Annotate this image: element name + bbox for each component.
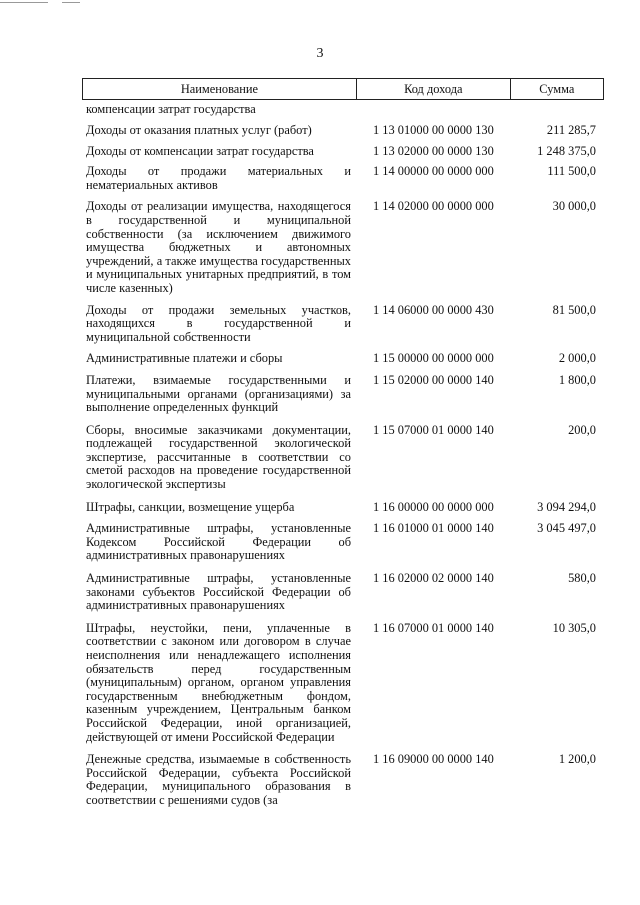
- table-row: [82, 304, 604, 345]
- row-name: Штрафы, неустойки, пени, уплаченные в соответствии с законом или договором в случае неисполнения или ненадлежащего исполнения обязательств перед государственным (муниципальным) органом, органом управления государственным внебюджетным фондом, казенным учреждением, Центральным банком Российской Федерации, иной организацией, действующей от имени Российской Федерации: [86, 620, 351, 744]
- table-row: [82, 165, 604, 192]
- table-body: [82, 124, 604, 808]
- table-row: [82, 424, 604, 492]
- row-code: 1 13 01000 00 0000 130: [373, 123, 494, 137]
- row-name: Доходы от продажи земельных участков, находящихся в государственной и муниципальной собственности: [86, 302, 351, 344]
- table-row: [82, 753, 604, 807]
- row-sum: 10 305,0: [552, 620, 596, 635]
- row-code: 1 16 07000 01 0000 140: [373, 620, 494, 635]
- row-name: Доходы от компенсации затрат государства: [86, 143, 314, 158]
- table-row: [82, 124, 604, 138]
- table-row: [82, 145, 604, 159]
- row-code: 1 15 02000 00 0000 140: [373, 372, 494, 387]
- row-code: 1 15 07000 01 0000 140: [373, 422, 494, 437]
- row-sum: 1 800,0: [558, 372, 596, 387]
- row-sum: 3 094 294,0: [537, 499, 596, 514]
- table-row: [82, 352, 604, 366]
- row-sum: 200,0: [568, 422, 596, 437]
- page-number: 3: [316, 46, 324, 61]
- row-name: Доходы от реализации имущества, находящегося в государственной и муниципальной собственности (за исключением движимого имущества бюджетных и автономных учреждений, а также имущества государственных и муниципальных унитарных предприятий, в том числе казенных): [86, 199, 351, 295]
- row-sum: 30 000,0: [552, 199, 596, 214]
- row-sum: 81 500,0: [552, 302, 596, 317]
- row-code: 1 16 01000 01 0000 140: [373, 521, 494, 536]
- header-sum: Сумма: [539, 81, 575, 96]
- row-sum: 1 200,0: [558, 752, 596, 767]
- row-sum: 2 000,0: [558, 351, 596, 366]
- continuation-text: компенсации затрат государства: [86, 102, 256, 116]
- row-sum: 111 500,0: [547, 164, 596, 179]
- header-code: Код дохода: [357, 79, 511, 99]
- row-code: 1 15 00000 00 0000 000: [373, 351, 494, 366]
- row-name: Сборы, вносимые заказчиками документации, подлежащей государственной экологической экспертизе, рассчитанные в соответствии со сметой расходов на проведение государственной экологической экспертизы: [86, 422, 351, 492]
- row-code: 1 14 00000 00 0000 000: [373, 164, 494, 179]
- row-sum: 1 248 375,0: [537, 143, 596, 158]
- row-code: 1 16 02000 02 0000 140: [373, 571, 494, 586]
- table-row: [82, 501, 604, 515]
- row-name: Платежи, взимаемые государственными и муниципальными органами (организациями) за выполнение определенных функций: [86, 372, 351, 415]
- table-row: [82, 572, 604, 613]
- row-code: 1 16 09000 00 0000 140: [373, 752, 494, 767]
- table-row: [82, 200, 604, 295]
- row-name: Денежные средства, изымаемые в собственность Российской Федерации, субъекта Российской Федерации, муниципального образования в соответствии с решениями судов (за: [86, 752, 351, 807]
- row-sum: 3 045 497,0: [537, 521, 596, 536]
- scan-corner-marks: [0, 0, 120, 6]
- row-name: Штрафы, санкции, возмещение ущерба: [86, 499, 295, 514]
- row-name: Доходы от оказания платных услуг (работ): [86, 123, 312, 137]
- row-name: Административные штрафы, установленные Кодексом Российской Федерации об административных правонарушениях: [86, 521, 351, 563]
- table-row: [82, 622, 604, 744]
- header-name: Наименование: [83, 79, 357, 99]
- row-name: Административные платежи и сборы: [86, 351, 283, 366]
- row-sum: 580,0: [568, 571, 596, 586]
- row-sum: 211 285,7: [546, 123, 596, 137]
- table-row: [82, 374, 604, 415]
- row-code: 1 16 00000 00 0000 000: [373, 499, 494, 514]
- row-code: 1 14 06000 00 0000 430: [373, 302, 494, 317]
- table-header: [82, 78, 604, 100]
- revenue-table: [82, 78, 604, 808]
- row-code: 1 14 02000 00 0000 000: [373, 199, 494, 214]
- row-name: Доходы от продажи материальных и нематериальных активов: [86, 164, 351, 192]
- row-code: 1 13 02000 00 0000 130: [373, 143, 494, 158]
- row-name: Административные штрафы, установленные законами субъектов Российской Федерации об административных правонарушениях: [86, 571, 351, 613]
- table-row: [82, 522, 604, 563]
